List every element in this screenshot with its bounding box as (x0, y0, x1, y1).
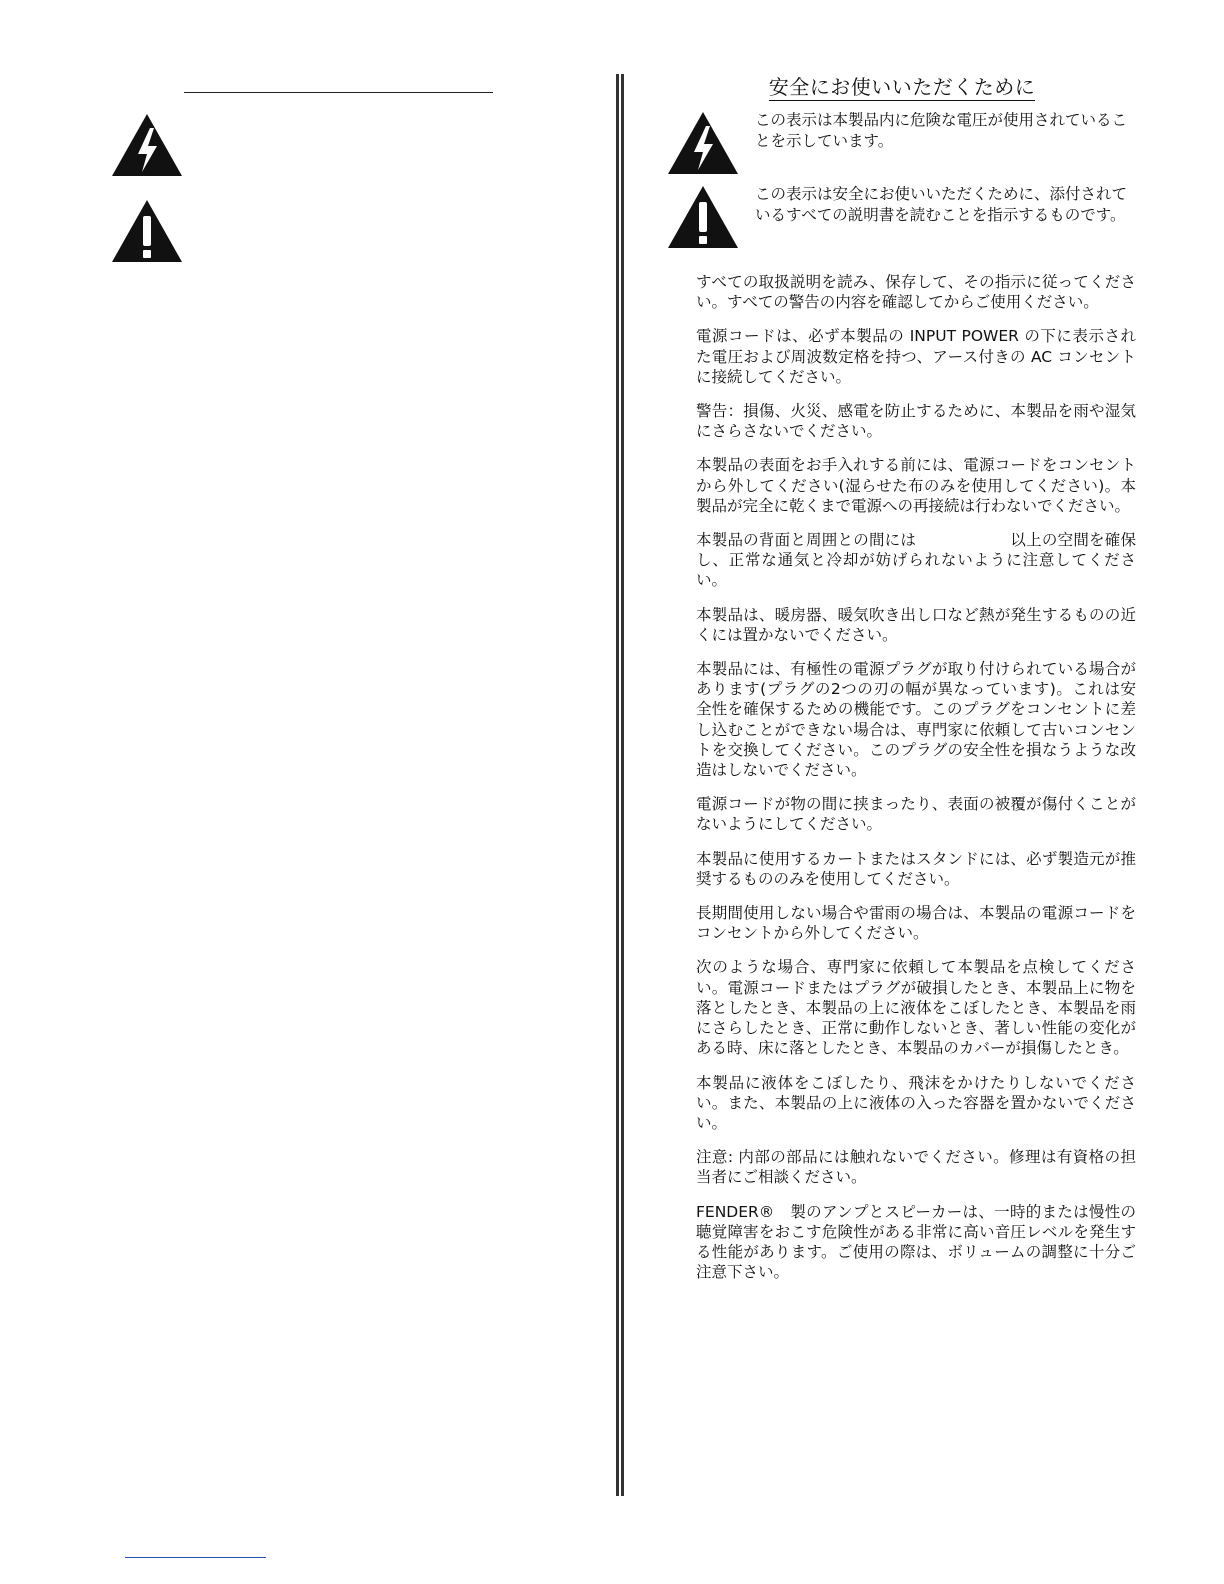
safety-paragraph: 本製品は、暖房器、暖気吹き出し口など熱が発生するものの近くには置かないでください。 (696, 605, 1136, 644)
safety-paragraph: FENDER® 製のアンプとスピーカーは、一時的または慢性の聴覚障害をおこす危険性がある非常に高い音圧レベルを発生する性能があります。ご使用の際は、ボリュームの調整に十分ご注意下さい。 (696, 1202, 1136, 1282)
safety-paragraph: 本製品に使用するカートまたはスタンドには、必ず製造元が推奨するもののみを使用してください。 (696, 849, 1136, 888)
column-divider (621, 74, 624, 1496)
safety-paragraph: 本製品の表面をお手入れする前には、電源コードをコンセントから外してください(湿らせた布のみを使用してください)。本製品が完全に乾くまで電源への再接続は行わないでください。 (696, 456, 1136, 515)
section-title-text: 安全にお使いいただくために (768, 75, 1036, 99)
exclamation-warning-icon (110, 198, 184, 264)
column-divider (616, 74, 619, 1496)
left-heading-rule (184, 92, 493, 93)
safety-paragraph: 本製品に液体をこぼしたり、飛沫をかけたりしないでください。また、本製品の上に液体の入った容器を置かないでください。 (696, 1073, 1136, 1132)
safety-paragraph: 長期間使用しない場合や雷雨の場合は、本製品の電源コードをコンセントから外してください。 (696, 904, 1136, 943)
lightning-bolt-warning-icon (666, 110, 740, 176)
symbol-row-instructions (666, 184, 1142, 254)
section-title (660, 74, 1144, 100)
safety-paragraph: 電源コードは、必ず本製品の INPUT POWER の下に表示された電圧および周波数定格を持つ、アース付きの AC コンセントに接続してください。 (696, 327, 1136, 386)
symbol-description: この表示は安全にお使いいただくために、添付されているすべての説明書を読むことを指示するものです。 (755, 185, 1128, 224)
safety-paragraph: 電源コードが物の間に挟まったり、表面の被覆が傷付くことがないようにしてください。 (696, 795, 1136, 834)
symbol-row-voltage (666, 110, 1142, 180)
safety-paragraph: 本製品には、有極性の電源プラグが取り付けられている場合があります(プラグの2つの刃の幅が異なっています)。これは安全性を確保するための機能です。このプラグをコンセントに差し込むことができない場合は、専門家に依頼して古いコンセントを交換してください。このプラグの安全性を損なうような改造はしないでください。 (696, 660, 1136, 780)
safety-instructions (696, 272, 1136, 1296)
safety-paragraph: すべての取扱説明を読み、保存して、その指示に従ってください。すべての警告の内容を確認してからご使用ください。 (696, 273, 1136, 312)
symbol-description: この表示は本製品内に危険な電圧が使用されていることを示しています。 (755, 111, 1128, 150)
footer-rule (125, 1557, 266, 1558)
exclamation-warning-icon (666, 184, 740, 250)
lightning-bolt-warning-icon (110, 112, 184, 178)
safety-paragraph: 本製品の背面と周囲との間には 以上の空間を確保し、正常な通気と冷却が妨げられないように注意してください。 (696, 531, 1136, 590)
safety-paragraph: 注意: 内部の部品には触れないでください。修理は有資格の担当者にご相談ください。 (696, 1148, 1136, 1187)
safety-paragraph: 次のような場合、専門家に依頼して本製品を点検してください。電源コードまたはプラグが破損したとき、本製品上に物を落としたとき、本製品の上に液体をこぼしたとき、本製品を雨にさらしたとき、正常に動作しないとき、著しい性能の変化がある時、床に落としたとき、本製品のカバーが損傷したとき。 (696, 958, 1136, 1058)
safety-paragraph: 警告：損傷、火災、感電を防止するために、本製品を雨や湿気にさらさないでください。 (696, 402, 1136, 441)
